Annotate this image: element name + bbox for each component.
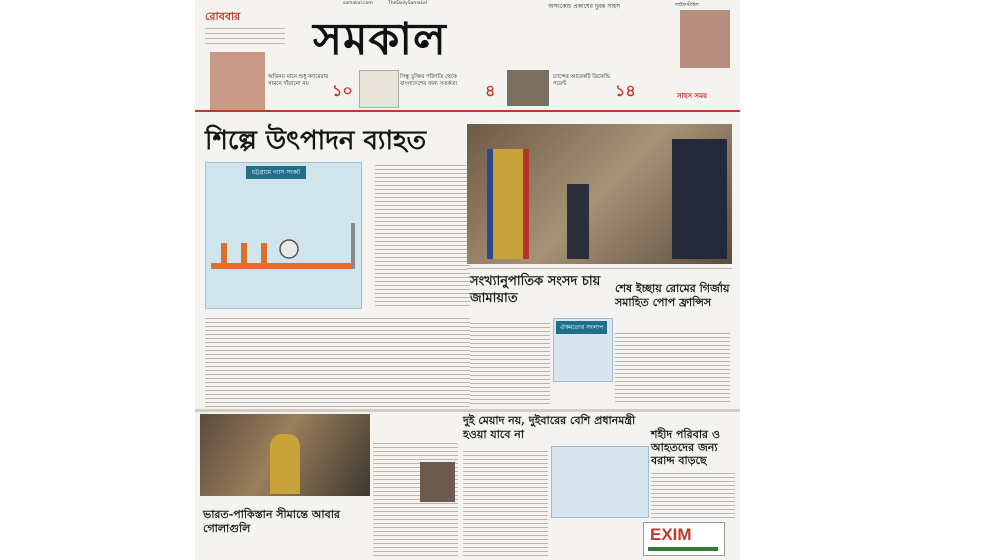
teaser-text-2: সিন্ধু চুক্তির পরিণতি থেকে বাংলাদেশের জন্য সতর্কতা xyxy=(400,74,457,87)
exim-strip xyxy=(648,547,718,551)
border-headline: ভারত-পাকিস্তান সীমান্তে আবার গোলাগুলি xyxy=(203,508,340,535)
teaser-text-1: অভিনয় মানে শুধু ক্যামেরার সামনে দাঁড়ানো নয় xyxy=(268,74,329,87)
exim-logo: EXIM xyxy=(650,525,692,544)
right-badge: লাইফস্টাইল xyxy=(675,2,699,8)
teaser-page-1: ১০ xyxy=(332,81,353,100)
pm-term-headline: দুই মেয়াদ নয়, দুইবারের বেশি প্রধানমন্ত্রী হওয়া যাবে না xyxy=(463,414,636,441)
pm-term-body xyxy=(463,448,548,558)
portrait-photo xyxy=(420,462,455,502)
infobox-title: চট্টগ্রামে গ্যাস সংকট xyxy=(246,166,306,179)
jamaat-headline: সংখ্যানুপাতিক সংসদ চায় জামায়াত xyxy=(470,274,601,306)
lead-headline: শিল্পে উৎপাদন ব্যাহত xyxy=(205,126,427,156)
guard-figure xyxy=(487,149,529,259)
teaser-page-3: ১৪ xyxy=(615,81,636,100)
pope-headline: শেষ ইচ্ছায় রোমের গির্জায় সমাহিত পোপ ফ্রান্সিস xyxy=(615,282,730,309)
dialogue-box xyxy=(553,318,613,382)
reform-box xyxy=(551,446,649,518)
date-lines xyxy=(205,24,285,44)
newspaper-front-page xyxy=(195,0,740,560)
exim-advert[interactable] xyxy=(643,522,725,556)
dialogue-box-title: ঐকমত্যের সংলাপ xyxy=(556,321,607,334)
pope-funeral-photo xyxy=(467,124,732,264)
lead-body-text xyxy=(205,315,470,407)
weekday: রোববার xyxy=(205,10,241,23)
tagline: অসংকোচ প্রকাশের দুরন্ত সাহস xyxy=(548,3,621,10)
photo-caption xyxy=(467,266,732,271)
page-fold xyxy=(195,409,740,412)
pipeline-illustration xyxy=(211,223,356,303)
gas-crisis-infobox xyxy=(205,162,362,309)
teaser-photo-3 xyxy=(507,70,549,106)
masthead-top-strip xyxy=(203,1,733,8)
teaser-page-2: ৪ xyxy=(485,81,496,100)
martyr-family-body xyxy=(651,470,735,520)
newspaper-title: সমকাল xyxy=(313,14,447,65)
masthead-rule xyxy=(195,110,740,112)
site-url: samakal.com xyxy=(343,1,373,6)
martyr-family-headline: শহীদ পরিবার ও আহতদের জন্য বরাদ্দ বাড়ছে xyxy=(651,428,720,467)
jamaat-body-text xyxy=(470,320,550,405)
teaser-photo-2 xyxy=(359,70,399,108)
lifestyle-photo xyxy=(680,10,730,68)
border-photo xyxy=(200,414,370,496)
pope-body-text xyxy=(615,330,730,405)
cardinal-figure xyxy=(672,139,727,259)
lead-column-1 xyxy=(375,162,470,307)
right-caption: সাহস সময় xyxy=(677,92,708,100)
person-figure xyxy=(567,184,589,259)
social-handle: TheDailySamakal xyxy=(388,1,428,6)
teaser-photo-1 xyxy=(210,52,265,110)
woman-figure xyxy=(270,434,300,494)
teaser-text-3: চ্যান্সের আরেকটি ডিফেন্ডি পয়েন্ট xyxy=(553,74,611,87)
